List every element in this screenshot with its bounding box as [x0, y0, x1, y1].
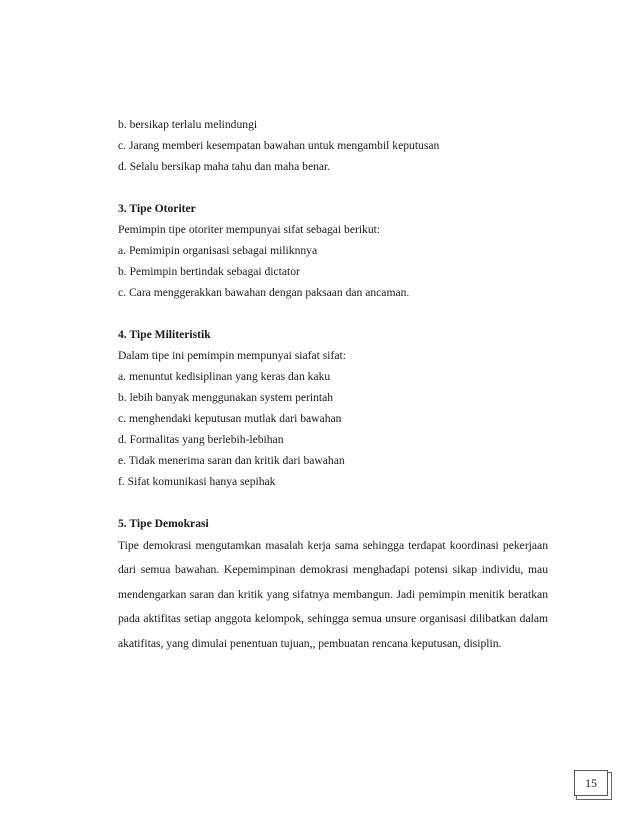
section-paragraph: Tipe demokrasi mengutamkan masalah kerja sama sehingga terdapat koordinasi pekerjaan dari semua bawahan. Kepemimpinan demokrasi menghadapi potensi sikap individu, mau mendengarkan saran dan kritik yang sifatnya membangun. Jadi pemimpin menitik beratkan pada aktifitas setiap anggota kelompok, sehingga semua unsure organisasi dilibatkan dalam akatifitas, yang dimulai penentuan tujuan,, pembuatan rencana keputusan, disiplin. — [118, 539, 548, 650]
list-item: d. Formalitas yang berlebih-lebihan — [118, 433, 284, 446]
list-item: e. Tidak menerima saran dan kritik dari bawahan — [118, 454, 345, 467]
section-intro: Pemimpin tipe otoriter mempunyai sifat sebagai berikut: — [118, 223, 381, 236]
page-number — [574, 770, 608, 796]
page-content — [118, 114, 548, 656]
list-item: b. Pemimpin bertindak sebagai dictator — [118, 265, 300, 278]
section-heading-militeristik: 4. Tipe Militeristik — [118, 328, 211, 341]
list-item: d. Selalu bersikap maha tahu dan maha benar. — [118, 160, 331, 173]
list-item: c. menghendaki keputusan mutlak dari bawahan — [118, 412, 342, 425]
list-item: f. Sifat komunikasi hanya sepihak — [118, 475, 276, 488]
spacer — [118, 303, 548, 324]
list-item: a. Pemimipin organisasi sebagai miliknnya — [118, 244, 318, 257]
list-item: c. Jarang memberi kesempatan bawahan untuk mengambil keputusan — [118, 139, 440, 152]
list-item: b. lebih banyak menggunakan system perintah — [118, 391, 334, 404]
section-heading-otoriter: 3. Tipe Otoriter — [118, 202, 196, 215]
spacer — [118, 177, 548, 198]
section-heading-demokrasi: 5. Tipe Demokrasi — [118, 517, 209, 530]
list-item: a. menuntut kedisiplinan yang keras dan kaku — [118, 370, 331, 383]
page-number-label: 15 — [585, 775, 597, 790]
section-intro: Dalam tipe ini pemimpin mempunyai siafat sifat: — [118, 349, 346, 362]
spacer — [118, 492, 548, 513]
list-item: c. Cara menggerakkan bawahan dengan paksaan dan ancaman. — [118, 286, 410, 299]
list-item: b. bersikap terlalu melindungi — [118, 118, 258, 131]
